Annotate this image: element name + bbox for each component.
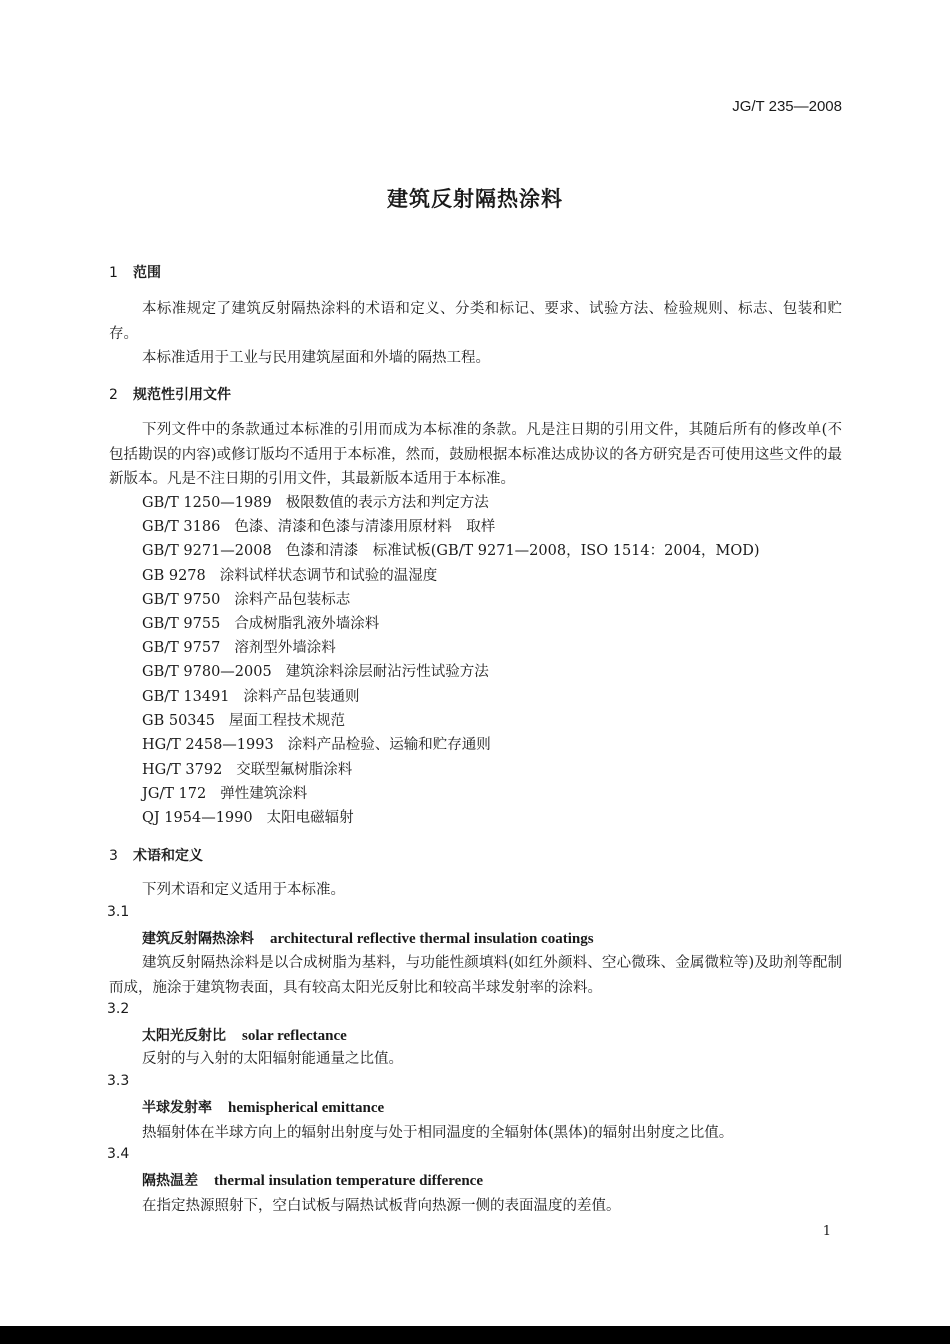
- term-chinese: 半球发射率: [142, 1100, 212, 1116]
- reference-title: 弹性建筑涂料: [220, 786, 308, 802]
- reference-code: GB/T 9780—2005: [142, 664, 272, 680]
- term-number: 3.2: [107, 1001, 130, 1017]
- term-heading: [142, 928, 594, 948]
- reference-item: [142, 564, 437, 585]
- term-heading: [142, 1025, 347, 1045]
- reference-item: [142, 636, 336, 657]
- reference-item: [142, 782, 307, 803]
- term-chinese: 太阳光反射比: [142, 1028, 226, 1044]
- reference-title: 极限数值的表示方法和判定方法: [285, 495, 489, 511]
- section-3-intro: 下列术语和定义适用于本标准。: [142, 882, 345, 898]
- section-3-heading: [109, 845, 203, 865]
- reference-code: HG/T 2458—1993: [142, 737, 274, 753]
- section-number: 3: [109, 848, 118, 864]
- term-heading: [142, 1170, 483, 1190]
- reference-code: HG/T 3792: [142, 762, 223, 778]
- reference-code: GB/T 9750: [142, 592, 221, 608]
- reference-title: 屋面工程技术规范: [228, 713, 345, 729]
- reference-title: 合成树脂乳液外墙涂料: [234, 616, 380, 632]
- reference-item: [142, 709, 345, 730]
- reference-title: 建筑涂料涂层耐沾污性试验方法: [285, 664, 489, 680]
- term-english: thermal insulation temperature difference: [214, 1173, 483, 1189]
- reference-code: GB/T 9755: [142, 616, 221, 632]
- section-title: 规范性引用文件: [133, 387, 231, 403]
- reference-code: GB/T 13491: [142, 689, 230, 705]
- section-1-paragraph-1: 本标准规定了建筑反射隔热涂料的术语和定义、分类和标记、要求、试验方法、检验规则、标志、包装和贮存。: [109, 301, 842, 342]
- term-number: 3.4: [107, 1146, 130, 1162]
- reference-title: 色漆和清漆 标准试板(GB/T 9271—2008，ISO 1514：2004，MOD): [285, 543, 760, 559]
- bottom-edge-bar: [0, 1326, 950, 1344]
- term-english: architectural reflective thermal insulation coatings: [270, 931, 594, 947]
- term-number: 3.1: [107, 904, 130, 920]
- section-1-paragraph-2: 本标准适用于工业与民用建筑屋面和外墙的隔热工程。: [142, 350, 490, 366]
- term-definition: 建筑反射隔热涂料是以合成树脂为基料，与功能性颜填料(如红外颜料、空心微珠、金属微粒等)及助剂等配制而成，施涂于建筑物表面，具有较高太阳光反射比和较高半球发射率的涂料。: [109, 955, 842, 996]
- term-english: hemispherical emittance: [228, 1100, 385, 1116]
- term-english: solar reflectance: [242, 1028, 347, 1044]
- term-definition: 热辐射体在半球方向上的辐射出射度与处于相同温度的全辐射体(黑体)的辐射出射度之比值。: [142, 1125, 734, 1141]
- section-number: 1: [109, 265, 118, 281]
- reference-item: [142, 758, 352, 779]
- reference-item: [142, 660, 489, 681]
- reference-item: [142, 733, 491, 754]
- section-2-heading: [109, 384, 231, 404]
- reference-item: [142, 515, 495, 536]
- reference-item: [142, 539, 760, 560]
- reference-item: [142, 588, 350, 609]
- reference-code: JG/T 172: [142, 786, 207, 802]
- reference-title: 溶剂型外墙涂料: [234, 640, 336, 656]
- term-number: 3.3: [107, 1073, 130, 1089]
- term-definition: 反射的与入射的太阳辐射能通量之比值。: [142, 1051, 403, 1067]
- reference-title: 交联型氟树脂涂料: [236, 762, 353, 778]
- reference-title: 涂料产品包装通则: [243, 689, 360, 705]
- reference-code: GB/T 9271—2008: [142, 543, 272, 559]
- page-number: 1: [822, 1224, 831, 1239]
- section-number: 2: [109, 387, 118, 403]
- reference-code: GB/T 3186: [142, 519, 221, 535]
- reference-title: 色漆、清漆和色漆与清漆用原材料 取样: [234, 519, 496, 535]
- reference-item: [142, 612, 379, 633]
- reference-title: 涂料产品检验、运输和贮存通则: [287, 737, 491, 753]
- section-2-intro: 下列文件中的条款通过本标准的引用而成为本标准的条款。凡是注日期的引用文件，其随后所有的修改单(不包括勘误的内容)或修订版均不适用于本标准，然而，鼓励根据本标准达成协议的各方研究是否可使用这些文件的最新版本。凡是不注日期的引用文件，其最新版本适用于本标准。: [109, 422, 842, 487]
- term-chinese: 隔热温差: [142, 1173, 198, 1189]
- reference-code: GB 9278: [142, 568, 206, 584]
- standard-code: JG/T 235—2008: [732, 98, 842, 115]
- reference-code: QJ 1954—1990: [142, 810, 253, 826]
- term-heading: [142, 1097, 384, 1117]
- reference-title: 涂料产品包装标志: [234, 592, 351, 608]
- reference-title: 涂料试样状态调节和试验的温湿度: [219, 568, 438, 584]
- reference-title: 太阳电磁辐射: [266, 810, 354, 826]
- section-1-heading: [109, 262, 161, 282]
- reference-code: GB/T 9757: [142, 640, 221, 656]
- reference-code: GB 50345: [142, 713, 215, 729]
- document-title: 建筑反射隔热涂料: [387, 187, 563, 211]
- reference-item: [142, 491, 489, 512]
- reference-code: GB/T 1250—1989: [142, 495, 272, 511]
- term-definition: 在指定热源照射下，空白试板与隔热试板背向热源一侧的表面温度的差值。: [142, 1198, 621, 1214]
- term-chinese: 建筑反射隔热涂料: [142, 931, 254, 947]
- reference-item: [142, 685, 360, 706]
- reference-item: [142, 806, 354, 827]
- section-title: 术语和定义: [133, 848, 203, 864]
- section-title: 范围: [133, 265, 161, 281]
